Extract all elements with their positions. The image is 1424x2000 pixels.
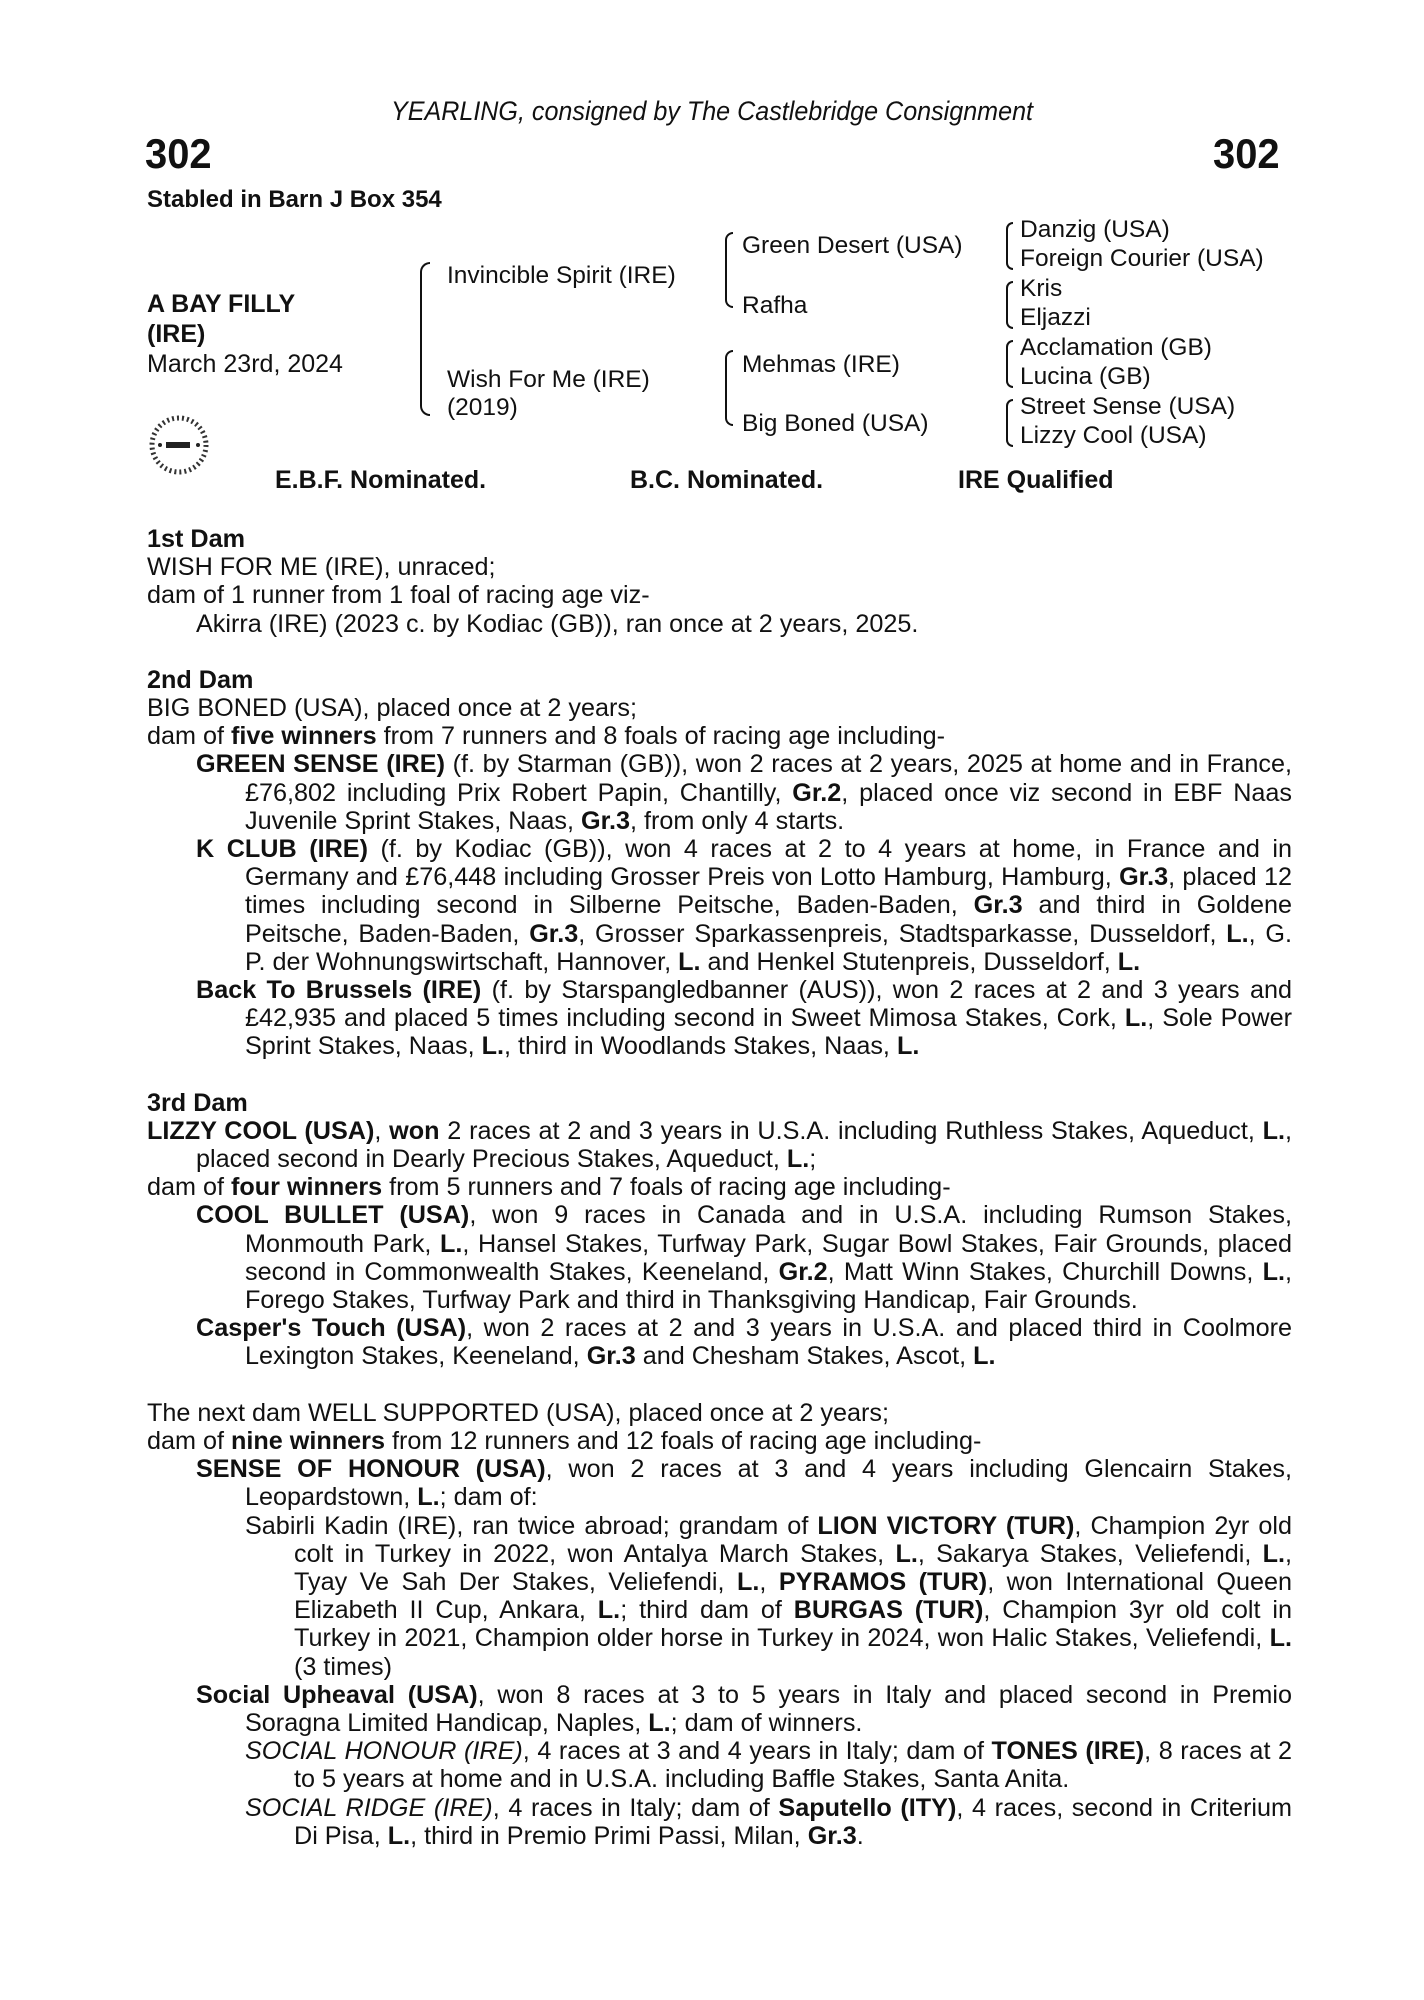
pedigree-ggp: Lucina (GB) <box>1020 363 1151 390</box>
dam1-produce-entry: Akirra (IRE) (2023 c. by Kodiac (GB)), ran once at 2 years, 2025. <box>196 609 919 638</box>
sire-brace <box>725 232 733 308</box>
produce-entry-green-sense: GREEN SENSE (IRE) (f. by Starman (GB)), won 2 races at 2 years, 2025 at home and in France, £76,802 including Prix Robert Papin, Chantilly, Gr.2, placed once viz second in EBF Naas Juvenile Sprint Stakes, Naas, Gr.3, from only 4 starts. <box>196 750 1292 835</box>
pedigree-ggp: Acclamation (GB) <box>1020 334 1212 361</box>
pedigree-ggp: Eljazzi <box>1020 304 1091 331</box>
foaling-date: March 23rd, 2024 <box>147 350 343 378</box>
pedigree-brace <box>420 262 430 416</box>
produce-entry-sense-of-honour: SENSE OF HONOUR (USA), won 2 races at 3 and 4 years including Glencairn Stakes, Leopardstown, L.; dam of: <box>196 1455 1292 1512</box>
horse-country: (IRE) <box>147 320 206 348</box>
ebf-nominated-badge: E.B.F. Nominated. <box>275 466 487 494</box>
pedigree-ggp: Danzig (USA) <box>1020 216 1170 243</box>
pedigree-dam-year: (2019) <box>447 394 518 421</box>
pedigree-ggp: Foreign Courier (USA) <box>1020 245 1264 272</box>
pedigree-sire: Invincible Spirit (IRE) <box>447 262 676 289</box>
ggp-brace-4 <box>1006 399 1013 447</box>
dam2-produce-summary: dam of five winners from 7 runners and 8 foals of racing age including- <box>147 722 946 751</box>
next-dam-produce-summary: dam of nine winners from 12 runners and 12 foals of racing age including- <box>147 1426 982 1455</box>
dam1-produce-summary: dam of 1 runner from 1 foal of racing age viz- <box>147 581 650 610</box>
next-dam-description: The next dam WELL SUPPORTED (USA), placed once at 2 years; <box>147 1398 889 1427</box>
dam3-produce-summary: dam of four winners from 5 runners and 7 foals of racing age including- <box>147 1173 951 1202</box>
dam-brace <box>725 350 733 426</box>
section-heading-1st-dam: 1st Dam <box>147 525 245 553</box>
ggp-brace-2 <box>1006 281 1013 329</box>
pedigree-dam-dam: Big Boned (USA) <box>742 410 929 437</box>
pedigree-dam-sire: Mehmas (IRE) <box>742 351 900 378</box>
stamp-logo-icon <box>146 412 212 478</box>
pedigree-ggp: Kris <box>1020 275 1063 302</box>
consignor-header: YEARLING, consigned by The Castlebridge Consignment <box>390 96 1034 126</box>
ire-qualified-badge: IRE Qualified <box>958 466 1114 494</box>
section-heading-2nd-dam: 2nd Dam <box>147 665 254 694</box>
produce-entry-social-upheaval: Social Upheaval (USA), won 8 races at 3 to 5 years in Italy and placed second in Premio Soragna Limited Handicap, Naples, L.; dam of winners. <box>196 1680 1293 1737</box>
catalogue-body <box>147 525 1292 1850</box>
pedigree-ggp: Lizzy Cool (USA) <box>1020 422 1207 449</box>
section-heading-3rd-dam: 3rd Dam <box>147 1088 248 1117</box>
produce-entry-k-club: K CLUB (IRE) (f. by Kodiac (GB)), won 4 races at 2 to 4 years at home, in France and in Germany and £76,448 including Grosser Preis von Lotto Hamburg, Hamburg, Gr.3, placed 12 times including second in Silberne Peitsche, Baden-Baden, Gr.3 and third in Goldene Peitsche, Baden-Baden, Gr.3, Grosser Sparkassenpreis, Stadtsparkasse, Dusseldorf, L., G. P. der Wohnungswirtschaft, Hannover, L. and Henkel Stutenpreis, Dusseldorf, L. <box>196 835 1293 976</box>
produce-entry-back-to-brussels: Back To Brussels (IRE) (f. by Starspangledbanner (AUS)), won 2 races at 2 and 3 years and £42,935 and placed 5 times including second in Sweet Mimosa Stakes, Cork, L., Sole Power Sprint Stakes, Naas, L., third in Woodlands Stakes, Naas, L. <box>196 976 1292 1061</box>
ggp-brace-3 <box>1006 340 1013 388</box>
produce-entry-cool-bullet: COOL BULLET (USA), won 9 races in Canada and in U.S.A. including Rumson Stakes, Monmouth Park, L., Hansel Stakes, Turfway Park, Sugar Bowl Stakes, Fair Grounds, placed second in Commonwealth Stakes, Keeneland, Gr.2, Matt Winn Stakes, Churchill Downs, L., Forego Stakes, Turfway Park and third in Thanksgiving Handicap, Fair Grounds. <box>196 1201 1293 1315</box>
dam1-description: WISH FOR ME (IRE), unraced; <box>147 553 496 582</box>
ggp-brace-1 <box>1006 222 1013 270</box>
dam2-description: BIG BONED (USA), placed once at 2 years; <box>147 694 637 723</box>
produce-entry-social-honour: SOCIAL HONOUR (IRE), 4 races at 3 and 4 years in Italy; dam of TONES (IRE), 8 races at 2 to 5 years at home and in U.S.A. including Baffle Stakes, Santa Anita. <box>245 1737 1293 1794</box>
produce-entry-sabirli-kadin: Sabirli Kadin (IRE), ran twice abroad; grandam of LION VICTORY (TUR), Champion 2yr old colt in Turkey in 2022, won Antalya March Stakes, L., Sakarya Stakes, Veliefendi, L., Tyay Ve Sah Der Stakes, Veliefendi, L., PYRAMOS (TUR), won International Queen Elizabeth II Cup, Ankara, L.; third dam of BURGAS (TUR), Champion 3yr old colt in Turkey in 2021, Champion older horse in Turkey in 2024, won Halic Stakes, Veliefendi, L. (3 times) <box>245 1511 1293 1681</box>
horse-name: A BAY FILLY <box>147 290 296 318</box>
produce-entry-social-ridge: SOCIAL RIDGE (IRE), 4 races in Italy; dam of Saputello (ITY), 4 races, second in Criterium Di Pisa, L., third in Premio Primi Passi, Milan, Gr.3. <box>245 1793 1293 1850</box>
pedigree-dam: Wish For Me (IRE) <box>447 366 650 393</box>
lot-number-right: 302 <box>1213 130 1280 177</box>
pedigree-sire-dam: Rafha <box>742 292 808 319</box>
pedigree-ggp: Street Sense (USA) <box>1020 393 1236 420</box>
pedigree-sire-sire: Green Desert (USA) <box>742 232 963 259</box>
dam3-description: LIZZY COOL (USA), won 2 races at 2 and 3 years in U.S.A. including Ruthless Stakes, Aqueduct, L., placed second in Dearly Precious Stakes, Aqueduct, L.; <box>147 1116 1292 1174</box>
stabled-location: Stabled in Barn J Box 354 <box>147 186 442 213</box>
bc-nominated-badge: B.C. Nominated. <box>630 466 824 494</box>
lot-number-left: 302 <box>145 130 212 177</box>
produce-entry-caspers-touch: Casper's Touch (USA), won 2 races at 2 and 3 years in U.S.A. and placed third in Coolmore Lexington Stakes, Keeneland, Gr.3 and Chesham Stakes, Ascot, L. <box>196 1314 1292 1371</box>
